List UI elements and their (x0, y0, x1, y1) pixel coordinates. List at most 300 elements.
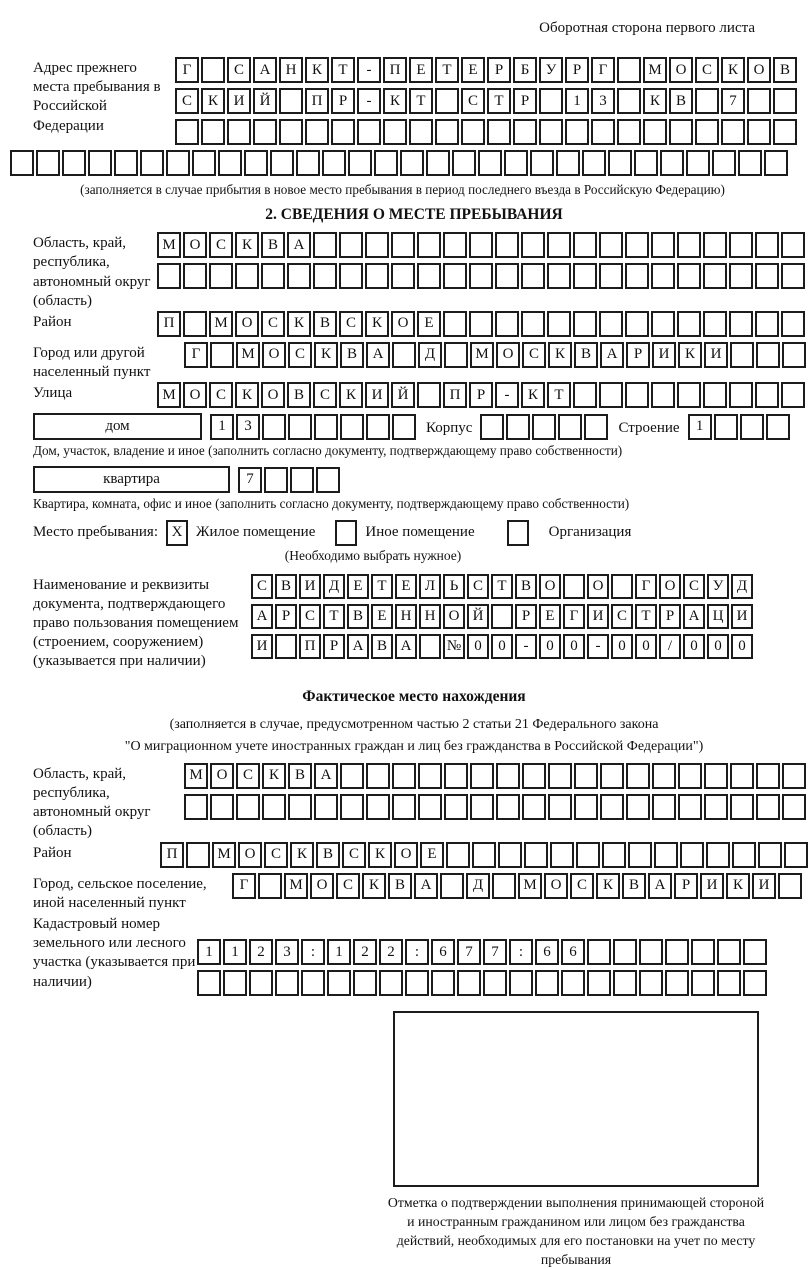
char-box[interactable] (495, 232, 519, 258)
char-box[interactable]: 0 (683, 634, 705, 659)
char-box[interactable]: 3 (275, 939, 299, 965)
char-box[interactable] (782, 763, 806, 789)
char-box[interactable] (781, 382, 805, 408)
char-box[interactable] (209, 263, 233, 289)
char-box[interactable] (626, 794, 650, 820)
char-box[interactable] (506, 414, 530, 440)
char-box[interactable] (183, 263, 207, 289)
char-box[interactable]: Д (323, 574, 345, 599)
char-box[interactable] (704, 763, 728, 789)
char-box[interactable] (729, 232, 753, 258)
char-box[interactable]: 1 (210, 414, 234, 440)
char-box[interactable] (784, 842, 808, 868)
char-box[interactable] (444, 342, 468, 368)
char-box[interactable] (478, 150, 502, 176)
char-box[interactable] (522, 763, 546, 789)
char-box[interactable] (678, 794, 702, 820)
char-box[interactable]: С (227, 57, 251, 83)
char-box[interactable] (405, 970, 429, 996)
char-box[interactable] (782, 342, 806, 368)
stay-option-inoe-checkbox[interactable] (335, 520, 357, 546)
char-box[interactable]: К (201, 88, 225, 114)
char-box[interactable] (480, 414, 504, 440)
char-box[interactable]: М (470, 342, 494, 368)
char-box[interactable]: В (275, 574, 297, 599)
char-box[interactable] (556, 150, 580, 176)
char-box[interactable] (316, 467, 340, 493)
char-box[interactable] (547, 311, 571, 337)
char-box[interactable]: О (496, 342, 520, 368)
char-box[interactable]: Р (659, 604, 681, 629)
char-box[interactable]: К (235, 382, 259, 408)
char-box[interactable] (496, 763, 520, 789)
char-box[interactable] (611, 574, 633, 599)
char-box[interactable]: С (313, 382, 337, 408)
char-box[interactable] (218, 150, 242, 176)
char-box[interactable] (600, 794, 624, 820)
char-box[interactable] (443, 232, 467, 258)
char-box[interactable] (192, 150, 216, 176)
char-box[interactable]: С (570, 873, 594, 899)
char-box[interactable]: В (371, 634, 393, 659)
char-box[interactable] (764, 150, 788, 176)
char-box[interactable] (262, 414, 286, 440)
char-box[interactable] (418, 794, 442, 820)
char-box[interactable] (210, 342, 234, 368)
char-box[interactable] (602, 842, 626, 868)
char-box[interactable]: Е (417, 311, 441, 337)
char-box[interactable]: О (210, 763, 234, 789)
char-box[interactable] (782, 794, 806, 820)
char-box[interactable] (88, 150, 112, 176)
char-box[interactable] (703, 382, 727, 408)
char-box[interactable] (296, 150, 320, 176)
char-box[interactable]: У (707, 574, 729, 599)
char-box[interactable] (264, 467, 288, 493)
char-box[interactable]: И (587, 604, 609, 629)
char-box[interactable] (339, 232, 363, 258)
char-box[interactable]: В (622, 873, 646, 899)
char-box[interactable] (365, 263, 389, 289)
char-box[interactable] (521, 232, 545, 258)
char-box[interactable]: Г (563, 604, 585, 629)
char-box[interactable] (509, 970, 533, 996)
char-box[interactable]: Р (565, 57, 589, 83)
char-box[interactable] (392, 794, 416, 820)
char-box[interactable] (781, 232, 805, 258)
char-box[interactable] (62, 150, 86, 176)
char-box[interactable]: Г (175, 57, 199, 83)
char-box[interactable]: Р (275, 604, 297, 629)
char-box[interactable]: О (183, 382, 207, 408)
char-box[interactable] (366, 763, 390, 789)
char-box[interactable]: Н (419, 604, 441, 629)
char-box[interactable] (495, 263, 519, 289)
char-box[interactable]: 1 (197, 939, 221, 965)
char-box[interactable]: И (299, 574, 321, 599)
char-box[interactable] (183, 311, 207, 337)
char-box[interactable]: : (405, 939, 429, 965)
char-box[interactable]: Н (395, 604, 417, 629)
char-box[interactable]: К (521, 382, 545, 408)
char-box[interactable]: О (310, 873, 334, 899)
char-box[interactable] (756, 794, 780, 820)
char-box[interactable] (625, 232, 649, 258)
char-box[interactable]: С (209, 382, 233, 408)
stay-option-zhiloe-checkbox[interactable]: X (166, 520, 188, 546)
char-box[interactable]: А (314, 763, 338, 789)
char-box[interactable] (584, 414, 608, 440)
char-box[interactable] (703, 263, 727, 289)
char-box[interactable]: А (683, 604, 705, 629)
char-box[interactable]: П (305, 88, 329, 114)
char-box[interactable]: В (574, 342, 598, 368)
char-box[interactable] (587, 970, 611, 996)
char-box[interactable] (548, 794, 572, 820)
char-box[interactable] (755, 382, 779, 408)
char-box[interactable]: С (342, 842, 366, 868)
char-box[interactable] (530, 150, 554, 176)
char-box[interactable] (573, 263, 597, 289)
char-box[interactable] (747, 119, 771, 145)
char-box[interactable] (365, 232, 389, 258)
char-box[interactable] (184, 794, 208, 820)
char-box[interactable]: К (362, 873, 386, 899)
char-box[interactable] (625, 311, 649, 337)
char-box[interactable] (686, 150, 710, 176)
char-box[interactable]: Й (467, 604, 489, 629)
char-box[interactable]: А (395, 634, 417, 659)
char-box[interactable]: И (251, 634, 273, 659)
char-box[interactable] (561, 970, 585, 996)
stay-option-org-checkbox[interactable] (507, 520, 529, 546)
char-box[interactable]: О (587, 574, 609, 599)
char-box[interactable] (431, 970, 455, 996)
char-box[interactable] (417, 263, 441, 289)
char-box[interactable]: С (339, 311, 363, 337)
char-box[interactable]: К (726, 873, 750, 899)
char-box[interactable]: Н (279, 57, 303, 83)
char-box[interactable] (513, 119, 537, 145)
char-box[interactable]: Е (371, 604, 393, 629)
char-box[interactable] (446, 842, 470, 868)
char-box[interactable] (288, 414, 312, 440)
char-box[interactable] (547, 232, 571, 258)
char-box[interactable]: Р (626, 342, 650, 368)
char-box[interactable]: Е (409, 57, 433, 83)
char-box[interactable] (340, 414, 364, 440)
char-box[interactable] (587, 939, 611, 965)
char-box[interactable]: 0 (731, 634, 753, 659)
char-box[interactable]: П (299, 634, 321, 659)
char-box[interactable]: М (157, 382, 181, 408)
char-box[interactable]: К (339, 382, 363, 408)
char-box[interactable]: Р (323, 634, 345, 659)
char-box[interactable]: Т (409, 88, 433, 114)
char-box[interactable]: 7 (721, 88, 745, 114)
char-box[interactable]: К (383, 88, 407, 114)
char-box[interactable] (290, 467, 314, 493)
char-box[interactable]: - (515, 634, 537, 659)
char-box[interactable]: Ц (707, 604, 729, 629)
char-box[interactable]: Т (435, 57, 459, 83)
char-box[interactable]: Р (487, 57, 511, 83)
char-box[interactable] (36, 150, 60, 176)
char-box[interactable]: : (301, 939, 325, 965)
char-box[interactable]: Й (391, 382, 415, 408)
char-box[interactable]: С (264, 842, 288, 868)
char-box[interactable] (392, 414, 416, 440)
char-box[interactable]: К (643, 88, 667, 114)
char-box[interactable] (521, 263, 545, 289)
char-box[interactable] (10, 150, 34, 176)
char-box[interactable] (743, 939, 767, 965)
char-box[interactable]: С (209, 232, 233, 258)
char-box[interactable] (379, 970, 403, 996)
char-box[interactable] (712, 150, 736, 176)
char-box[interactable] (628, 842, 652, 868)
char-box[interactable] (175, 119, 199, 145)
char-box[interactable] (258, 873, 282, 899)
char-box[interactable]: 3 (236, 414, 260, 440)
char-box[interactable]: К (305, 57, 329, 83)
char-box[interactable]: С (461, 88, 485, 114)
char-box[interactable]: 2 (379, 939, 403, 965)
char-box[interactable] (703, 311, 727, 337)
char-box[interactable]: О (669, 57, 693, 83)
char-box[interactable]: С (251, 574, 273, 599)
char-box[interactable]: 7 (457, 939, 481, 965)
char-box[interactable]: 6 (431, 939, 455, 965)
char-box[interactable]: П (160, 842, 184, 868)
char-box[interactable] (717, 939, 741, 965)
char-box[interactable] (391, 232, 415, 258)
char-box[interactable]: А (600, 342, 624, 368)
char-box[interactable]: К (287, 311, 311, 337)
char-box[interactable] (314, 794, 338, 820)
char-box[interactable]: К (678, 342, 702, 368)
char-box[interactable] (660, 150, 684, 176)
char-box[interactable]: Т (323, 604, 345, 629)
char-box[interactable] (249, 970, 273, 996)
char-box[interactable]: 6 (561, 939, 585, 965)
char-box[interactable]: 1 (223, 939, 247, 965)
char-box[interactable] (599, 311, 623, 337)
char-box[interactable]: Ь (443, 574, 465, 599)
char-box[interactable] (652, 794, 676, 820)
char-box[interactable] (714, 414, 738, 440)
char-box[interactable] (582, 150, 606, 176)
char-box[interactable]: Т (331, 57, 355, 83)
char-box[interactable]: В (388, 873, 412, 899)
char-box[interactable] (391, 263, 415, 289)
char-box[interactable]: О (262, 342, 286, 368)
char-box[interactable] (496, 794, 520, 820)
char-box[interactable]: В (347, 604, 369, 629)
char-box[interactable] (574, 794, 598, 820)
char-box[interactable] (487, 119, 511, 145)
char-box[interactable] (322, 150, 346, 176)
char-box[interactable]: И (704, 342, 728, 368)
char-box[interactable] (521, 311, 545, 337)
char-box[interactable] (327, 970, 351, 996)
char-box[interactable] (617, 57, 641, 83)
char-box[interactable] (729, 311, 753, 337)
char-box[interactable]: 0 (611, 634, 633, 659)
char-box[interactable] (625, 263, 649, 289)
char-box[interactable] (730, 342, 754, 368)
char-box[interactable]: Т (487, 88, 511, 114)
char-box[interactable] (573, 232, 597, 258)
char-box[interactable]: О (238, 842, 262, 868)
char-box[interactable] (652, 763, 676, 789)
char-box[interactable]: - (357, 88, 381, 114)
char-box[interactable] (740, 414, 764, 440)
char-box[interactable] (366, 414, 390, 440)
char-box[interactable] (677, 311, 701, 337)
char-box[interactable] (504, 150, 528, 176)
char-box[interactable] (483, 970, 507, 996)
char-box[interactable]: Б (513, 57, 537, 83)
char-box[interactable] (495, 311, 519, 337)
char-box[interactable] (197, 970, 221, 996)
char-box[interactable]: 7 (238, 467, 262, 493)
char-box[interactable] (669, 119, 693, 145)
char-box[interactable]: М (157, 232, 181, 258)
char-box[interactable] (287, 263, 311, 289)
char-box[interactable]: Д (466, 873, 490, 899)
char-box[interactable] (223, 970, 247, 996)
char-box[interactable] (651, 232, 675, 258)
char-box[interactable]: А (648, 873, 672, 899)
char-box[interactable]: С (288, 342, 312, 368)
char-box[interactable]: М (236, 342, 260, 368)
char-box[interactable] (743, 970, 767, 996)
char-box[interactable] (522, 794, 546, 820)
char-box[interactable] (305, 119, 329, 145)
char-box[interactable]: К (548, 342, 572, 368)
char-box[interactable] (732, 842, 756, 868)
char-box[interactable] (253, 119, 277, 145)
char-box[interactable] (374, 150, 398, 176)
char-box[interactable] (756, 763, 780, 789)
char-box[interactable] (491, 604, 513, 629)
char-box[interactable] (353, 970, 377, 996)
char-box[interactable]: В (261, 232, 285, 258)
char-box[interactable]: В (287, 382, 311, 408)
char-box[interactable] (340, 794, 364, 820)
char-box[interactable]: 7 (483, 939, 507, 965)
char-box[interactable] (288, 794, 312, 820)
char-box[interactable] (617, 88, 641, 114)
char-box[interactable]: 0 (467, 634, 489, 659)
char-box[interactable] (270, 150, 294, 176)
char-box[interactable]: Е (461, 57, 485, 83)
char-box[interactable]: Т (371, 574, 393, 599)
char-box[interactable]: О (544, 873, 568, 899)
char-box[interactable]: К (368, 842, 392, 868)
char-box[interactable] (262, 794, 286, 820)
char-box[interactable]: Е (395, 574, 417, 599)
char-box[interactable] (639, 970, 663, 996)
char-box[interactable]: К (365, 311, 389, 337)
char-box[interactable] (781, 311, 805, 337)
char-box[interactable]: М (643, 57, 667, 83)
char-box[interactable]: П (443, 382, 467, 408)
char-box[interactable]: Р (513, 88, 537, 114)
char-box[interactable]: О (659, 574, 681, 599)
char-box[interactable] (301, 970, 325, 996)
char-box[interactable]: И (652, 342, 676, 368)
char-box[interactable] (140, 150, 164, 176)
char-box[interactable]: А (253, 57, 277, 83)
char-box[interactable] (470, 794, 494, 820)
char-box[interactable]: И (700, 873, 724, 899)
char-box[interactable] (608, 150, 632, 176)
char-box[interactable] (738, 150, 762, 176)
char-box[interactable] (721, 119, 745, 145)
char-box[interactable] (704, 794, 728, 820)
char-box[interactable] (574, 763, 598, 789)
char-box[interactable] (691, 939, 715, 965)
char-box[interactable]: 0 (491, 634, 513, 659)
char-box[interactable] (535, 970, 559, 996)
char-box[interactable] (665, 939, 689, 965)
char-box[interactable] (599, 382, 623, 408)
char-box[interactable]: - (587, 634, 609, 659)
char-box[interactable]: К (235, 232, 259, 258)
char-box[interactable] (730, 763, 754, 789)
char-box[interactable]: - (357, 57, 381, 83)
char-box[interactable]: Р (469, 382, 493, 408)
char-box[interactable]: О (394, 842, 418, 868)
char-box[interactable]: А (251, 604, 273, 629)
char-box[interactable]: 6 (535, 939, 559, 965)
char-box[interactable]: Р (515, 604, 537, 629)
char-box[interactable] (472, 842, 496, 868)
char-box[interactable] (210, 794, 234, 820)
char-box[interactable]: 1 (688, 414, 712, 440)
char-box[interactable] (444, 763, 468, 789)
char-box[interactable] (392, 342, 416, 368)
char-box[interactable]: М (209, 311, 233, 337)
char-box[interactable] (114, 150, 138, 176)
char-box[interactable] (729, 263, 753, 289)
char-box[interactable] (532, 414, 556, 440)
char-box[interactable]: М (518, 873, 542, 899)
char-box[interactable] (691, 970, 715, 996)
char-box[interactable] (409, 119, 433, 145)
char-box[interactable]: Т (547, 382, 571, 408)
char-box[interactable] (729, 382, 753, 408)
char-box[interactable] (261, 263, 285, 289)
char-box[interactable]: И (731, 604, 753, 629)
char-box[interactable] (279, 119, 303, 145)
char-box[interactable] (547, 263, 571, 289)
char-box[interactable] (279, 88, 303, 114)
char-box[interactable] (313, 232, 337, 258)
char-box[interactable]: Г (184, 342, 208, 368)
char-box[interactable]: : (509, 939, 533, 965)
char-box[interactable] (565, 119, 589, 145)
char-box[interactable] (444, 794, 468, 820)
char-box[interactable] (651, 382, 675, 408)
char-box[interactable] (452, 150, 476, 176)
char-box[interactable] (227, 119, 251, 145)
char-box[interactable]: Р (331, 88, 355, 114)
char-box[interactable] (314, 414, 338, 440)
char-box[interactable] (457, 970, 481, 996)
